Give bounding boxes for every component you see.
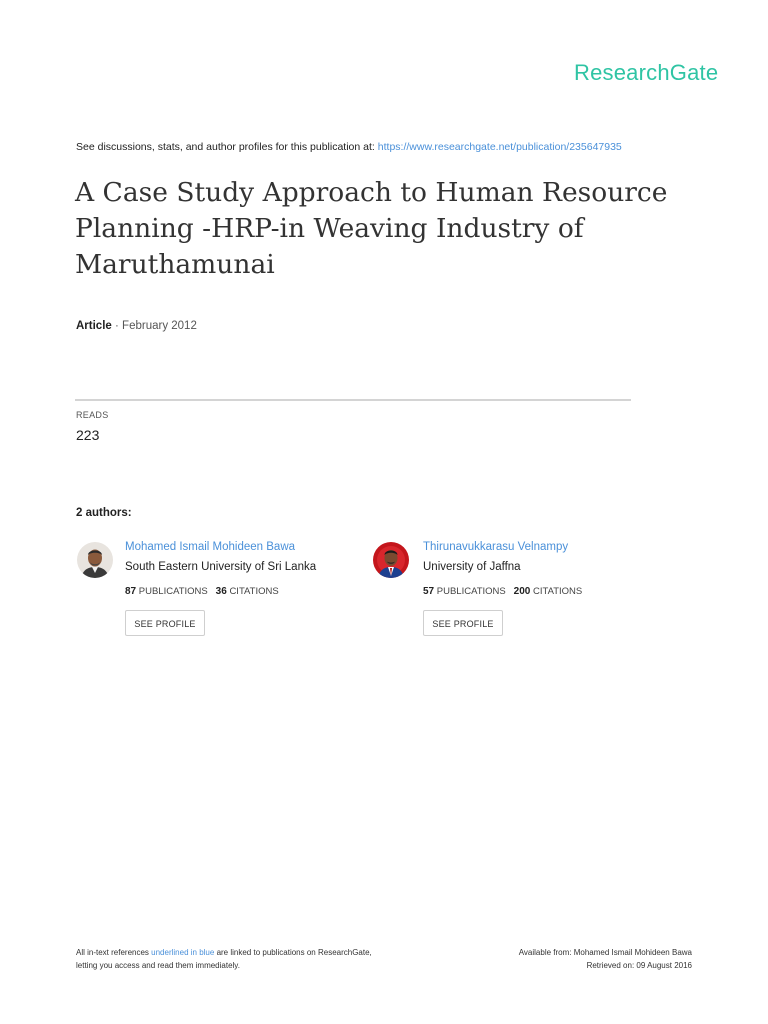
footer-left-line-1 [76, 946, 372, 959]
author-1-publications-count: 87 [125, 586, 137, 597]
footer-left [76, 946, 372, 972]
footer-right [460, 946, 692, 972]
author-1-citations-count: 36 [215, 586, 227, 597]
author-1-citations-label: CITATIONS [229, 586, 279, 597]
footer-left-post: are linked to publications on ResearchGate, [216, 948, 372, 957]
author-2-institution: University of Jaffna [423, 561, 521, 573]
article-meta [76, 320, 197, 332]
author-1-institution: South Eastern University of Sri Lanka [125, 561, 317, 573]
author-1-see-profile-button[interactable]: SEE PROFILE [125, 610, 205, 636]
author-2-citations-label: CITATIONS [533, 586, 583, 597]
meta-separator: · [115, 320, 119, 332]
author-2-stats [423, 586, 582, 597]
author-1-avatar[interactable] [77, 542, 113, 578]
author-1-stats [125, 586, 279, 597]
footer-underlined-link[interactable]: underlined in blue [151, 948, 215, 957]
footer-retrieved-on: Retrieved on: 09 August 2016 [586, 961, 692, 970]
footer-left-line-2: letting you access and read them immediately. [76, 961, 240, 970]
article-title: A Case Study Approach to Human Resource Planning -HRP-in Weaving Industry of Maruthamunai [75, 177, 668, 280]
author-2-publications-count: 57 [423, 586, 435, 597]
discussion-line [76, 141, 622, 153]
author-1-publications-label: PUBLICATIONS [138, 586, 208, 597]
reads-label: READS [76, 410, 109, 420]
author-2-avatar[interactable] [373, 542, 409, 578]
footer-available-from: Available from: Mohamed Ismail Mohideen Bawa [518, 948, 692, 957]
reads-count: 223 [76, 427, 100, 443]
discussion-text: See discussions, stats, and author profiles for this publication at: [76, 141, 375, 153]
footer-left-pre: All in-text references [76, 948, 149, 957]
article-date: February 2012 [122, 320, 197, 332]
author-2-see-profile-button[interactable]: SEE PROFILE [423, 610, 503, 636]
author-2-publications-label: PUBLICATIONS [436, 586, 506, 597]
divider [75, 399, 631, 401]
author-1-name[interactable]: Mohamed Ismail Mohideen Bawa [125, 541, 296, 553]
article-type: Article [76, 320, 112, 332]
authors-heading: 2 authors: [76, 507, 132, 519]
author-2-citations-count: 200 [513, 586, 531, 597]
publication-url-link[interactable]: https://www.researchgate.net/publication/235647935 [377, 141, 622, 153]
author-2-name[interactable]: Thirunavukkarasu Velnampy [423, 541, 569, 553]
researchgate-logo[interactable]: ResearchGate [574, 60, 719, 85]
